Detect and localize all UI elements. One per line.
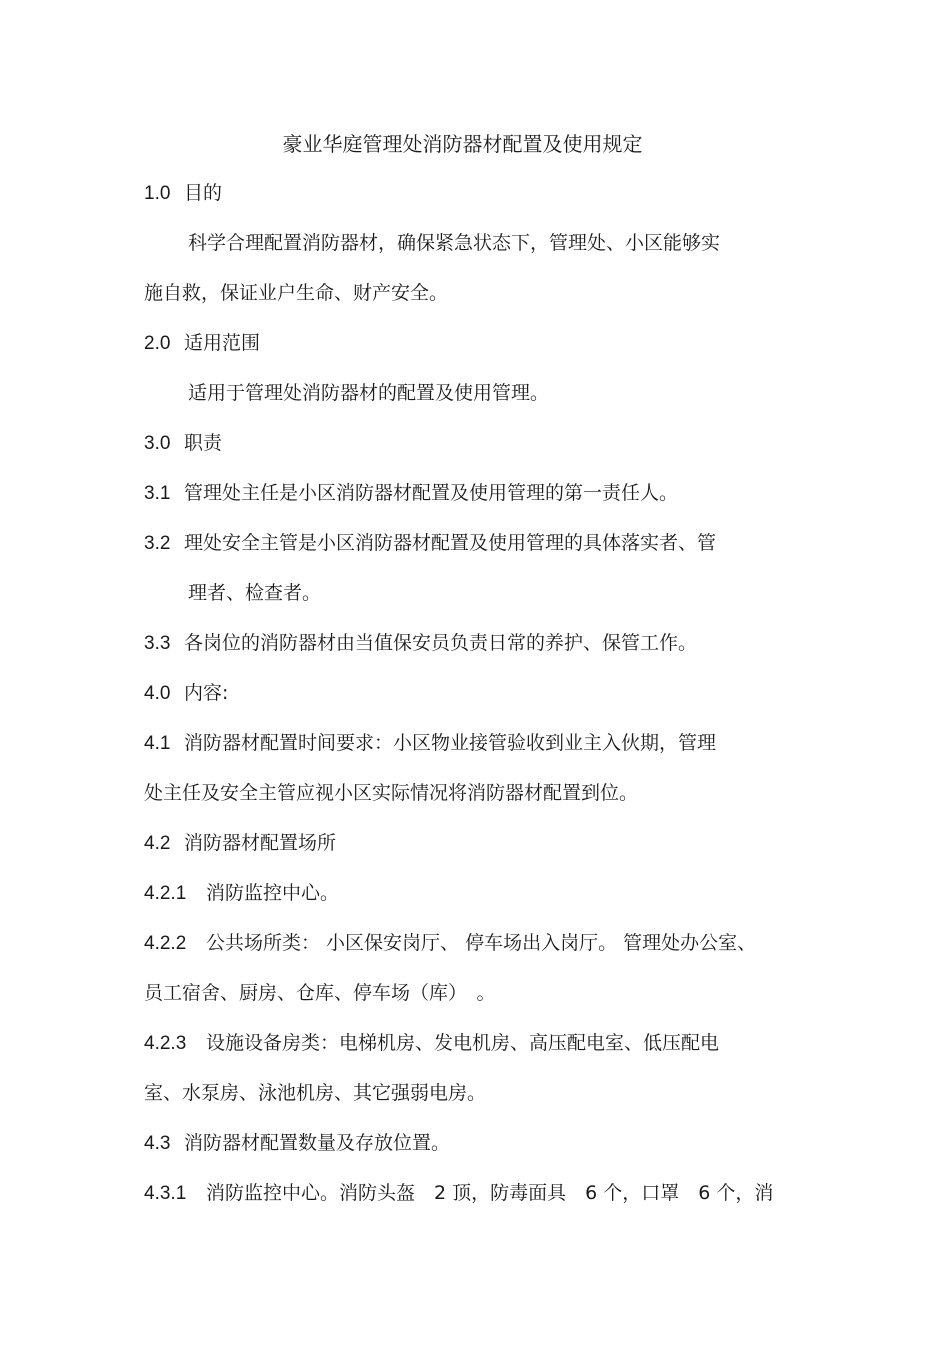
clause-number: 4.2.1 [144, 883, 187, 904]
clause-number: 3.2 [144, 533, 171, 554]
section-title: 适用范围 [184, 332, 261, 354]
clause-number: 3.1 [144, 483, 171, 504]
clause-4-2-2 [144, 931, 756, 956]
section-heading-1 [144, 181, 222, 206]
paragraph-line: 处主任及安全主管应视小区实际情况将消防器材配置到位。 [144, 782, 639, 804]
section-number: 2.0 [144, 333, 171, 354]
section-title: 目的 [184, 182, 223, 204]
section-heading-2 [144, 331, 260, 356]
page-title: 豪业华庭管理处消防器材配置及使用规定 [282, 132, 643, 156]
clause-3-2 [144, 531, 716, 556]
clause-number: 4.1 [144, 733, 171, 754]
paragraph-line: 员工宿舍、厨房、仓库、停车场（库） 。 [144, 982, 496, 1004]
clause-text: 公共场所类： 小区保安岗厅、 停车场出入岗厅。 管理处办公室、 [206, 932, 757, 954]
clause-number: 4.3.1 [144, 1183, 187, 1204]
clause-text: 消防监控中心。 [206, 882, 340, 904]
clause-4-3 [144, 1131, 450, 1156]
clause-3-1 [144, 481, 678, 506]
section-title: 职责 [184, 432, 223, 454]
section-number: 4.0 [144, 683, 171, 704]
section-number: 3.0 [144, 433, 171, 454]
section-heading-4 [144, 681, 228, 706]
clause-4-3-1 [144, 1181, 773, 1206]
paragraph-line: 科学合理配置消防器材，确保紧急状态下，管理处、小区能够实 [188, 232, 721, 254]
clause-4-2 [144, 831, 336, 856]
clause-text: 管理处主任是小区消防器材配置及使用管理的第一责任人。 [184, 482, 679, 504]
clause-number: 4.2.3 [144, 1033, 187, 1054]
clause-4-2-1 [144, 881, 339, 906]
clause-number: 3.3 [144, 633, 171, 654]
clause-text: 消防器材配置场所 [184, 832, 337, 854]
clause-number: 4.2 [144, 833, 171, 854]
paragraph-line: 室、水泵房、泳池机房、其它强弱电房。 [144, 1082, 487, 1104]
paragraph-line: 理者、检查者。 [188, 582, 322, 604]
clause-number: 4.3 [144, 1133, 171, 1154]
clause-4-1 [144, 731, 716, 756]
clause-text: 消防监控中心。消防头盔 2 顶，防毒面具 6 个，口罩 6 个，消 [206, 1182, 774, 1204]
section-heading-3 [144, 431, 222, 456]
clause-text: 消防器材配置时间要求：小区物业接管验收到业主入伙期，管理 [184, 732, 717, 754]
clause-text: 各岗位的消防器材由当值保安员负责日常的养护、保管工作。 [184, 632, 698, 654]
clause-text: 设施设备房类：电梯机房、发电机房、高压配电室、低压配电 [206, 1032, 720, 1054]
clause-4-2-3 [144, 1031, 719, 1056]
section-title: 内容: [184, 682, 229, 704]
clause-text: 消防器材配置数量及存放位置。 [184, 1132, 451, 1154]
clause-text: 理处安全主管是小区消防器材配置及使用管理的具体落实者、管 [184, 532, 717, 554]
clause-3-3 [144, 631, 697, 656]
section-number: 1.0 [144, 183, 171, 204]
paragraph-line: 适用于管理处消防器材的配置及使用管理。 [188, 382, 550, 404]
paragraph-line: 施自救，保证业户生命、财产安全。 [144, 282, 449, 304]
clause-number: 4.2.2 [144, 933, 187, 954]
